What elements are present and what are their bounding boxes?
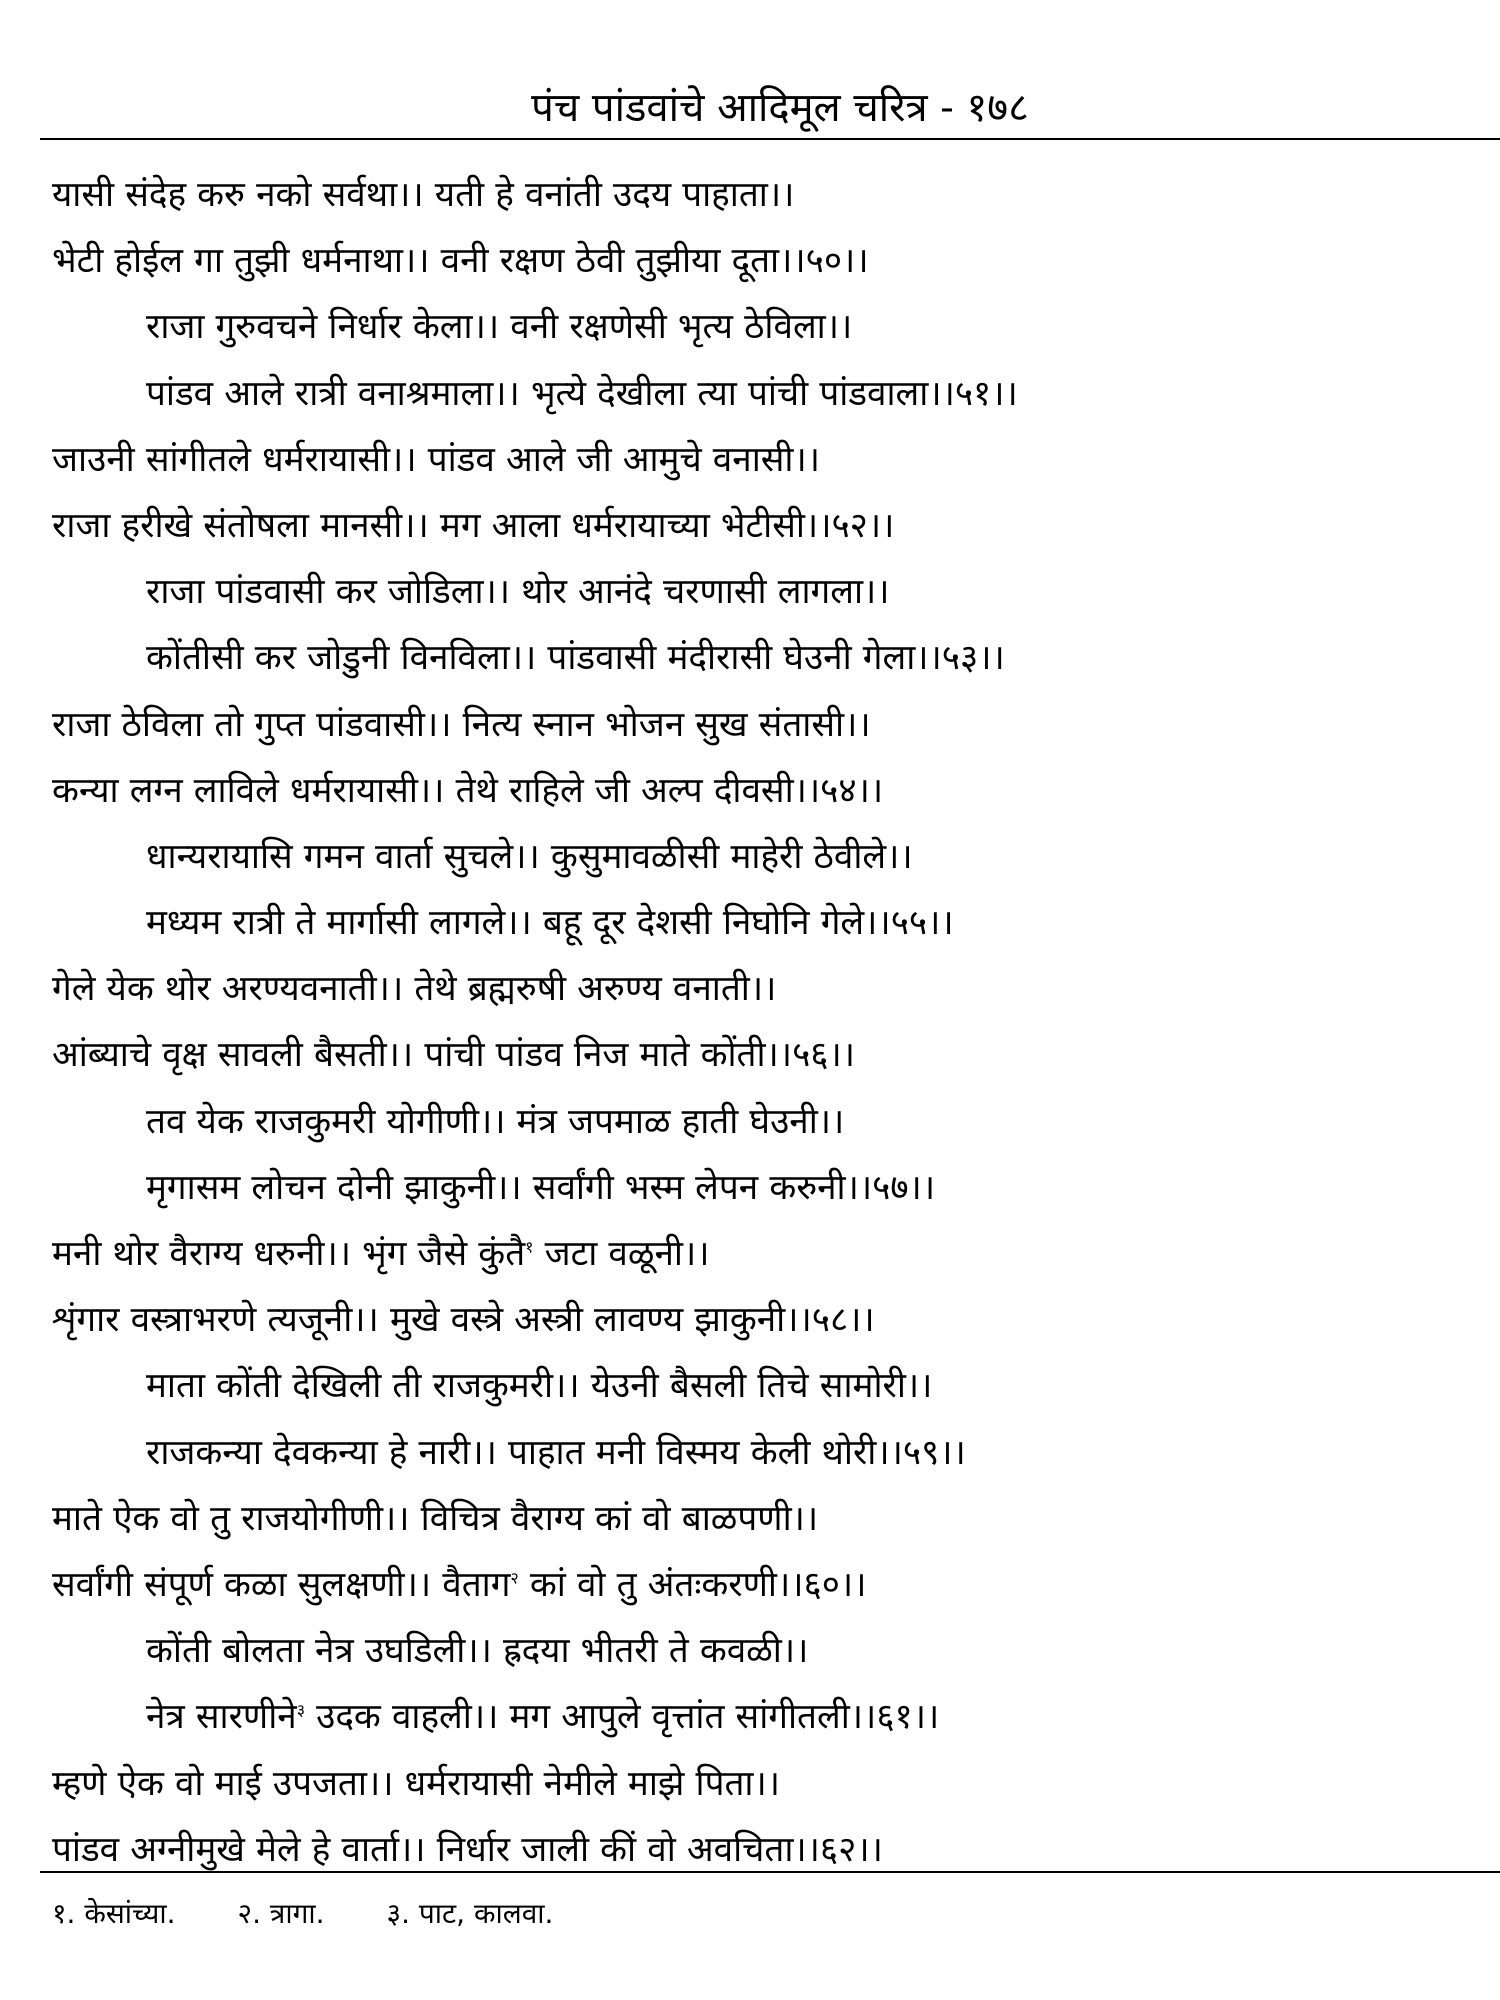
verse-text: राजा पांडवासी कर जोडिला।। थोर आनंदे चरणासी लागला।। — [146, 572, 890, 613]
footnote-marker: ३ — [296, 1700, 306, 1720]
verse-text: म्हणे ऐक वो माई उपजता।। धर्मरायासी नेमीले माझे पिता।। — [52, 1763, 781, 1804]
verse-text: राजा ठेविला तो गुप्त पांडवासी।। नित्य स्नान भोजन सुख संतासी।। — [52, 704, 871, 745]
verse-line — [52, 228, 1482, 294]
verse-text: यासी संदेह करु नको सर्वथा।। यती हे वनांती उदय पाहाता।। — [52, 175, 795, 215]
footnote-marker: १ — [525, 1237, 534, 1257]
verse-line — [52, 1618, 1482, 1684]
verse-text: जाउनी सांगीतले धर्मरायासी।। पांडव आले जी आमुचे वनासी।। — [52, 439, 821, 480]
verse-line — [52, 758, 1482, 824]
verse-text: माता कोंती देखिली ती राजकुमरी।। येउनी बैसली तिचे सामोरी।। — [146, 1366, 933, 1407]
verse-line — [52, 1022, 1482, 1088]
verse-line — [52, 1089, 1482, 1155]
verse-line — [52, 294, 1482, 360]
verse-line — [52, 162, 1482, 228]
verse-line — [52, 493, 1482, 559]
verse-text: कोंतीसी कर जोडुनी विनविला।। पांडवासी मंदीरासी घेउनी गेला।।५३।। — [146, 638, 1005, 679]
verse-text: राजा हरीखे संतोषला मानसी।। मग आला धर्मरायाच्या भेटीसी।।५२।। — [52, 505, 895, 546]
footnote-item: ३. पाट, कालवा. — [386, 1897, 554, 1930]
verse-text: भेटी होईल गा तुझी धर्मनाथा।। वनी रक्षण ठेवी तुझीया दूता।।५०।। — [52, 241, 869, 282]
verse-line — [52, 692, 1482, 758]
verse-line — [52, 1353, 1482, 1419]
verse-text-tail: उदक वाहली।। मग आपुले वृत्तांत सांगीतली।।६१।। — [305, 1697, 940, 1738]
verse-text: मनी थोर वैराग्य धरुनी।। भृंग जैसे कुंतै — [52, 1234, 526, 1274]
verse-line — [52, 1287, 1482, 1353]
verse-text: माते ऐक वो तु राजयोगीणी।। विचित्र वैराग्य कां वो बाळपणी।। — [52, 1498, 819, 1539]
footnote-rule — [40, 1871, 1500, 1873]
verse-line — [52, 559, 1482, 625]
verse-text: मध्यम रात्री ते मार्गासी लागले।। बहू दूर देशसी निघोनि गेले।।५५।। — [146, 903, 954, 944]
verse-text: नेत्र सारणीने — [146, 1697, 297, 1738]
verse-text: राजकन्या देवकन्या हे नारी।। पाहात मनी विस्मय केली थोरी।।५९।। — [146, 1432, 966, 1473]
verse-line — [52, 1552, 1482, 1618]
verse-text-tail: जटा वळूनी।। — [533, 1234, 710, 1274]
verse-line — [52, 956, 1482, 1022]
verse-text: शृंगार वस्त्राभरणे त्यजूनी।। मुखे वस्त्रे अस्त्री लावण्य झाकुनी।।५८।। — [52, 1300, 875, 1341]
verse-line — [52, 1155, 1482, 1221]
verse-text: राजा गुरुवचने निर्धार केला।। वनी रक्षणेसी भृत्य ठेविला।। — [146, 307, 853, 348]
verse-text: धान्यरायासि गमन वार्ता सुचले।। कुसुमावळीसी माहेरी ठेवीले।। — [146, 836, 913, 877]
verse-text: गेले येक थोर अरण्यवनाती।। तेथे ब्रह्मरुषी अरुण्य वनाती।। — [52, 969, 777, 1010]
verse-line — [52, 427, 1482, 493]
verse-line — [52, 1486, 1482, 1552]
verse-line — [52, 1420, 1482, 1486]
header-rule — [40, 138, 1500, 140]
verse-line — [52, 1751, 1482, 1817]
verse-line — [52, 1684, 1482, 1750]
verse-line — [52, 824, 1482, 890]
verse-line — [52, 361, 1482, 427]
verse-block — [52, 162, 1482, 1883]
footnote-item: २. त्रागा. — [237, 1897, 325, 1930]
verse-text: कन्या लग्न लाविले धर्मरायासी।। तेथे राहिले जी अल्प दीवसी।।५४।। — [52, 770, 884, 811]
verse-line — [52, 1221, 1482, 1287]
verse-text: सर्वांगी संपूर्ण कळा सुलक्षणी।। वैताग — [52, 1564, 511, 1605]
footnote-item: १. केसांच्या. — [52, 1897, 176, 1930]
verse-text: मृगासम लोचन दोनी झाकुनी।। सर्वांगी भस्म लेपन करुनी।।५७।। — [146, 1167, 936, 1208]
verse-text: तव येक राजकुमरी योगीणी।। मंत्र जपमाळ हाती घेउनी।। — [146, 1101, 845, 1142]
verse-line — [52, 890, 1482, 956]
footnotes — [52, 1892, 615, 1936]
verse-text: पांडव अग्नीमुखे मेले हे वार्ता।। निर्धार जाली कीं वो अवचिता।।६२।। — [52, 1829, 883, 1870]
verse-text-tail: कां वो तु अंतःकरणी।।६०।। — [518, 1564, 867, 1605]
page-header: पंच पांडवांचे आदिमूल चरित्र - १७८ — [531, 85, 1029, 131]
verse-text: पांडव आले रात्री वनाश्रमाला।। भृत्ये देखीला त्या पांची पांडवाला।।५१।। — [146, 373, 1018, 414]
footnote-marker: २ — [510, 1568, 519, 1588]
verse-text: आंब्याचे वृक्ष सावली बैसती।। पांची पांडव निज माते कोंती।।५६।। — [52, 1035, 856, 1076]
verse-text: कोंती बोलता नेत्र उघडिली।। ह्रदया भीतरी ते कवळी।। — [146, 1631, 809, 1672]
verse-line — [52, 625, 1482, 691]
